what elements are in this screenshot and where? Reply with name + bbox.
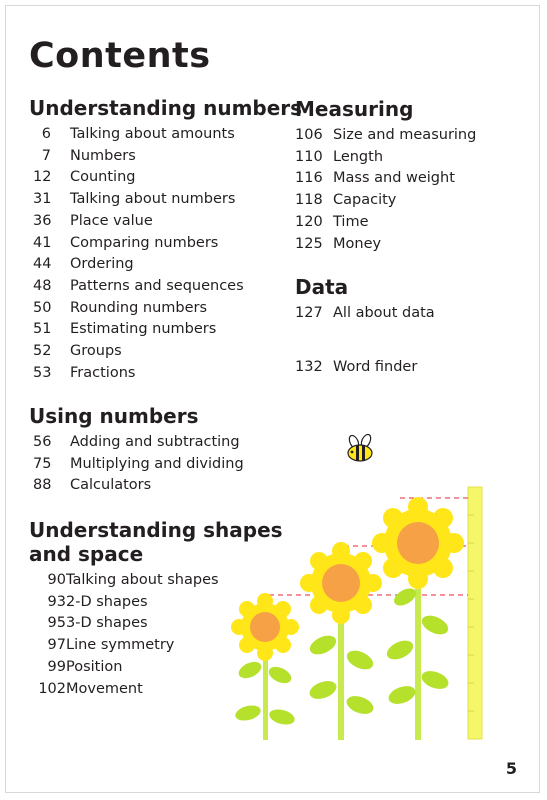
section-heading-line2: and space xyxy=(29,542,144,566)
toc-entry[interactable] xyxy=(295,234,476,256)
toc-entry[interactable] xyxy=(29,146,302,168)
toc-entry-label: Numbers xyxy=(70,147,136,164)
toc-entry-label: 2-D shapes xyxy=(66,593,148,610)
toc-entry[interactable] xyxy=(295,147,476,169)
toc-entry[interactable] xyxy=(29,124,302,146)
section-using-numbers xyxy=(29,404,244,497)
toc-entry[interactable] xyxy=(29,276,302,298)
toc-entry[interactable] xyxy=(295,168,476,190)
toc-page-number: 120 xyxy=(295,213,323,230)
toc-entry-label: Talking about shapes xyxy=(66,572,219,588)
toc-page-number: 125 xyxy=(295,235,323,252)
toc-page-number: 51 xyxy=(33,321,52,338)
toc-page-number: 48 xyxy=(33,277,52,294)
section-heading: Understanding numbers xyxy=(29,96,303,120)
ruler xyxy=(468,487,482,739)
toc-entry-label: Adding and subtracting xyxy=(70,434,240,450)
toc-page-number: 132 xyxy=(295,359,323,375)
toc-entry-label: Multiplying and dividing xyxy=(70,455,244,472)
toc-page-number: 41 xyxy=(33,234,52,251)
toc-entry-label: Calculators xyxy=(70,477,152,494)
toc-entry-label: Money xyxy=(333,235,382,252)
toc-entry[interactable] xyxy=(29,341,302,363)
toc-entry-label: Rounding numbers xyxy=(70,299,208,316)
sunflower-medium xyxy=(300,542,382,740)
section-heading: Measuring xyxy=(295,97,414,121)
toc-entry[interactable] xyxy=(29,432,244,454)
toc-page-number: 106 xyxy=(295,127,323,143)
section-understanding-numbers xyxy=(29,96,302,384)
toc-page-number: 44 xyxy=(33,256,52,273)
toc-entry[interactable] xyxy=(29,211,302,233)
toc-page-number: 102 xyxy=(38,680,66,697)
toc-page-number: 75 xyxy=(33,455,52,472)
toc-page-number: 53 xyxy=(33,364,52,381)
toc-list xyxy=(29,432,244,497)
toc-page-number: 93 xyxy=(47,593,66,610)
toc-entry[interactable] xyxy=(295,125,476,147)
toc-page-number: 6 xyxy=(41,126,51,142)
toc-entry-label: Patterns and sequences xyxy=(70,277,244,294)
toc-page-number: 97 xyxy=(47,637,66,654)
toc-entry-label: 3-D shapes xyxy=(66,615,148,632)
toc-entry[interactable] xyxy=(29,454,244,476)
toc-entry-label: Length xyxy=(333,148,384,165)
toc-entry[interactable] xyxy=(29,298,302,320)
toc-entry[interactable] xyxy=(295,212,476,234)
section-heading: Data xyxy=(295,275,349,299)
toc-entry-label: Talking about amounts xyxy=(70,126,235,142)
toc-entry-label: Mass and weight xyxy=(333,170,455,187)
toc-page-number: 127 xyxy=(295,305,323,321)
toc-entry-label: Time xyxy=(333,213,369,230)
toc-entry-label: Groups xyxy=(70,343,122,360)
toc-entry-label: Position xyxy=(66,658,123,675)
toc-page-number: 88 xyxy=(33,477,52,494)
toc-page-number: 7 xyxy=(41,147,51,164)
toc-page-number: 110 xyxy=(295,148,323,165)
toc-entry[interactable] xyxy=(295,190,476,212)
toc-list xyxy=(29,124,302,384)
toc-entry-label: Capacity xyxy=(333,192,397,209)
toc-page-number: 90 xyxy=(47,572,66,588)
toc-entry[interactable] xyxy=(29,319,302,341)
page-number: 5 xyxy=(505,759,517,778)
toc-entry-label: Movement xyxy=(66,680,143,697)
section-data xyxy=(295,275,435,325)
toc-page-number: 52 xyxy=(33,343,52,360)
section-heading-line1: Understanding shapes xyxy=(29,518,283,542)
toc-entry-label: Fractions xyxy=(70,364,136,381)
toc-page-number: 31 xyxy=(33,191,52,208)
sunflower-tall xyxy=(372,497,464,740)
toc-page-number: 36 xyxy=(33,212,52,229)
toc-page-number: 12 xyxy=(33,169,52,186)
toc-entry[interactable] xyxy=(29,189,302,211)
toc-entry[interactable] xyxy=(29,363,302,385)
toc-page-number: 99 xyxy=(47,658,66,675)
toc-page-number: 95 xyxy=(47,615,66,632)
toc-page-number: 118 xyxy=(295,192,323,209)
toc-list xyxy=(295,303,435,325)
toc-entry-label: Place value xyxy=(70,212,153,229)
toc-page-number: 56 xyxy=(33,434,52,450)
toc-entry-label: Line symmetry xyxy=(66,637,175,654)
toc-entry-label: All about data xyxy=(333,305,435,321)
toc-page-number: 116 xyxy=(295,170,323,187)
section-measuring xyxy=(295,97,476,255)
section-heading: Using numbers xyxy=(29,404,199,428)
page-title: Contents xyxy=(29,36,211,76)
toc-entry-label: Estimating numbers xyxy=(70,321,217,338)
toc-entry-label: Word finder xyxy=(333,359,418,375)
toc-entry[interactable] xyxy=(29,475,244,497)
toc-list xyxy=(295,125,476,255)
section-word-finder xyxy=(295,357,417,379)
sunflower-small xyxy=(231,593,299,740)
toc-entry[interactable] xyxy=(295,303,435,325)
toc-entry-label: Talking about numbers xyxy=(70,191,236,208)
toc-entry[interactable] xyxy=(295,357,417,379)
toc-entry-label: Comparing numbers xyxy=(70,234,219,251)
toc-page-number: 50 xyxy=(33,299,52,316)
toc-entry[interactable] xyxy=(29,233,302,255)
bee-icon xyxy=(347,433,372,461)
toc-entry[interactable] xyxy=(29,254,302,276)
toc-entry-label: Size and measuring xyxy=(333,127,477,143)
sunflowers-illustration xyxy=(220,425,490,745)
toc-entry-label: Counting xyxy=(70,169,136,186)
toc-entry-label: Ordering xyxy=(70,256,134,273)
toc-entry[interactable] xyxy=(29,167,302,189)
